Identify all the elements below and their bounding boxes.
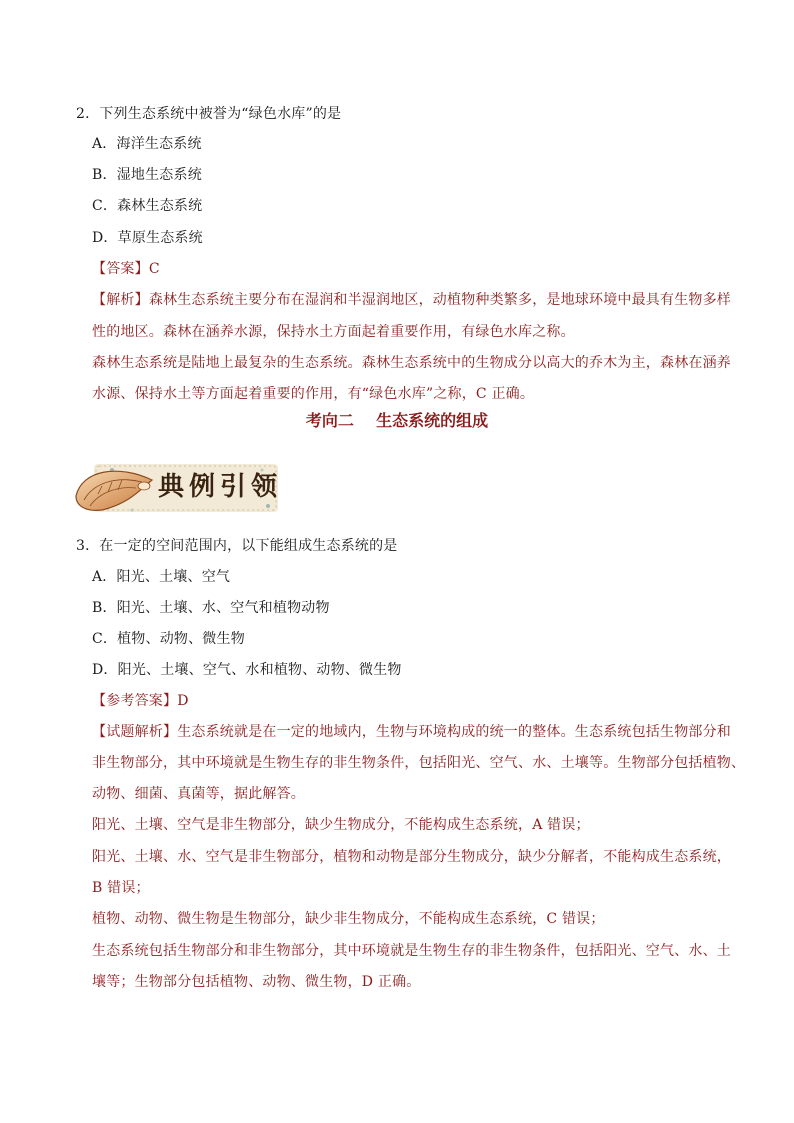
q2-analysis-line-3: 森林生态系统是陆地上最复杂的生态系统。森林生态系统中的生物成分以高大的乔木为主，森林在涵养	[92, 355, 731, 371]
q2-answer	[92, 259, 160, 279]
q2-analysis-line-4: 水源、保持水土等方面起着重要的作用，有“绿色水库”之称，C 正确。	[92, 386, 535, 402]
q3-option-b: B．阳光、土壤、水、空气和植物动物	[92, 600, 330, 616]
q2-answer-label: 【答案】	[92, 261, 149, 277]
q3-option-c: C．植物、动物、微生物	[92, 631, 245, 647]
q3-analysis-line-7: 植物、动物、微生物是生物部分，缺少非生物成分，不能构成生态系统，C 错误；	[92, 911, 605, 927]
q2-option-d: D．草原生态系统	[92, 230, 203, 246]
q2-analysis-text: 森林生态系统主要分布在湿润和半湿润地区，动植物种类繁多，是地球环境中最具有生物多样	[148, 292, 732, 308]
q2-question: 2．下列生态系统中被誉为“绿色水库”的是	[76, 106, 342, 122]
q3-option-d: D．阳光、土壤、空气、水和植物、动物、微生物	[92, 662, 402, 678]
q3-analysis-line-2: 非生物部分，其中环境就是生物生存的非生物条件，包括阳光、空气、水、土壤等。生物部分包括植物、	[92, 755, 746, 771]
q3-answer-value: D	[177, 693, 189, 709]
banner-title: 典例引领	[158, 472, 283, 502]
q2-analysis-line-1	[92, 290, 731, 310]
q3-analysis-line-3: 动物、细菌、真菌等，据此解答。	[92, 786, 305, 802]
q3-analysis-label: 【试题解析】	[92, 724, 178, 740]
q3-answer	[92, 691, 189, 711]
example-banner	[72, 456, 282, 520]
q3-analysis-line-4: 阳光、土壤、空气是非生物部分，缺少生物成分，不能构成生态系统，A 错误；	[92, 817, 590, 833]
q2-option-b: B．湿地生态系统	[92, 167, 202, 183]
q3-analysis-line-9: 壤等；生物部分包括植物、动物、微生物，D 正确。	[92, 974, 421, 990]
q3-option-a: A．阳光、土壤、空气	[92, 569, 231, 585]
q3-analysis-text: 生态系统就是在一定的地域内，生物与环境构成的统一的整体。生态系统包括生物部分和	[177, 724, 732, 740]
q2-option-a: A．海洋生态系统	[92, 136, 202, 152]
q3-analysis-line-8: 生态系统包括生物部分和非生物部分，其中环境就是生物生存的非生物条件，包括阳光、空气、水、土	[92, 943, 731, 959]
q3-analysis-line-6: B 错误；	[92, 880, 150, 896]
q2-analysis-line-2: 性的地区。森林在涵养水源，保持水土方面起着重要作用，有绿色水库之称。	[92, 324, 575, 340]
q3-analysis-line-1	[92, 722, 731, 742]
section-title: 考向二 生态系统的组成	[305, 411, 489, 430]
q2-answer-value: C	[148, 261, 160, 277]
q2-option-c: C．森林生态系统	[92, 198, 203, 214]
q3-answer-label: 【参考答案】	[92, 693, 178, 709]
q3-question: 3．在一定的空间范围内，以下能组成生态系统的是	[76, 538, 398, 554]
q3-analysis-line-5: 阳光、土壤、水、空气是非生物部分，植物和动物是部分生物成分，缺少分解者，不能构成生态系统，	[92, 849, 731, 865]
q2-analysis-label: 【解析】	[92, 292, 149, 308]
